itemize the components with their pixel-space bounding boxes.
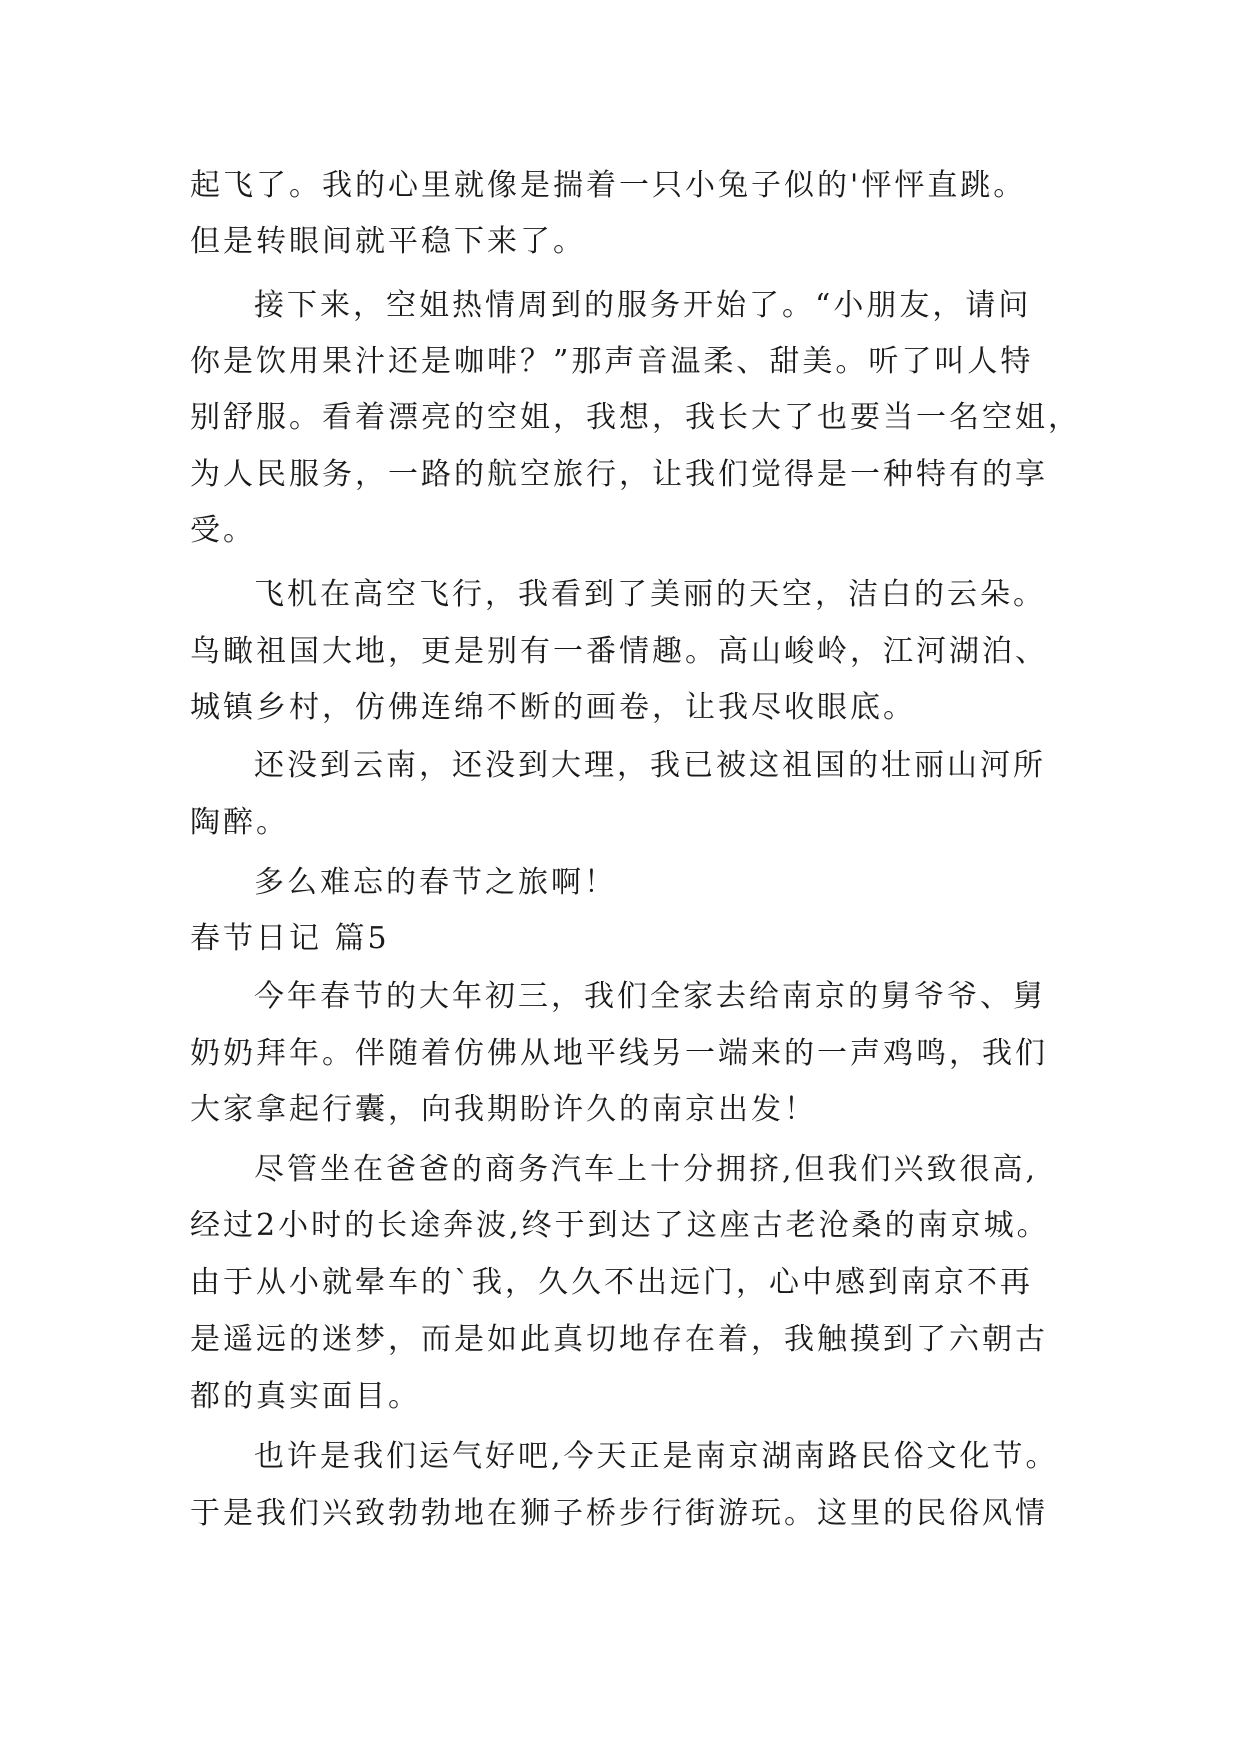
body-text-line: 城镇乡村，仿佛连绵不断的画卷，让我尽收眼底。	[190, 690, 916, 725]
body-text-line: 为人民服务，一路的航空旅行，让我们觉得是一种特有的享	[190, 457, 1048, 492]
body-text-line: 起飞了。我的心里就像是揣着一只小兔子似的'怦怦直跳。	[190, 168, 1027, 203]
paragraph-start-line: 尽管坐在爸爸的商务汽车上十分拥挤,但我们兴致很高,	[254, 1152, 1039, 1187]
body-text-line: 别舒服。看着漂亮的空姐，我想，我长大了也要当一名空姐，	[190, 400, 1081, 435]
paragraph-start-line: 飞机在高空飞行，我看到了美丽的天空，洁白的云朵。	[254, 577, 1046, 612]
body-text-line: 鸟瞰祖国大地，更是别有一番情趣。高山峻岭，江河湖泊、	[190, 634, 1048, 669]
body-text-line: 陶醉。	[190, 805, 289, 840]
body-text-line: 你是饮用果汁还是咖啡？”那声音温柔、甜美。听了叫人特	[190, 344, 1034, 379]
body-text-line: 都的真实面目。	[190, 1379, 421, 1414]
paragraph-start-line: 多么难忘的春节之旅啊！	[254, 865, 617, 900]
body-text-line: 于是我们兴致勃勃地在狮子桥步行街游玩。这里的民俗风情	[190, 1496, 1048, 1531]
body-text-line: 是遥远的迷梦，而是如此真切地存在着，我触摸到了六朝古	[190, 1322, 1048, 1357]
body-text-line: 大家拿起行囊，向我期盼许久的南京出发！	[190, 1092, 817, 1127]
paragraph-start-line: 接下来，空姐热情周到的服务开始了。“小朋友，请问	[254, 288, 1032, 323]
body-text-line: 由于从小就晕车的`我，久久不出远门，心中感到南京不再	[190, 1265, 1033, 1300]
paragraph-start-line: 今年春节的大年初三，我们全家去给南京的舅爷爷、舅	[254, 979, 1046, 1014]
body-text-line: 奶奶拜年。伴随着仿佛从地平线另一端来的一声鸡鸣，我们	[190, 1036, 1048, 1071]
paragraph-start-line: 还没到云南，还没到大理，我已被这祖国的壮丽山河所	[254, 748, 1046, 783]
body-text-line: 但是转眼间就平稳下来了。	[190, 224, 586, 259]
paragraph-start-line: 也许是我们运气好吧,今天正是南京湖南路民俗文化节。	[254, 1439, 1059, 1474]
body-text-line: 经过2小时的长途奔波,终于到达了这座古老沧桑的南京城。	[190, 1208, 1050, 1243]
body-text-line: 受。	[190, 513, 256, 548]
section-heading: 春节日记 篇5	[190, 921, 390, 956]
